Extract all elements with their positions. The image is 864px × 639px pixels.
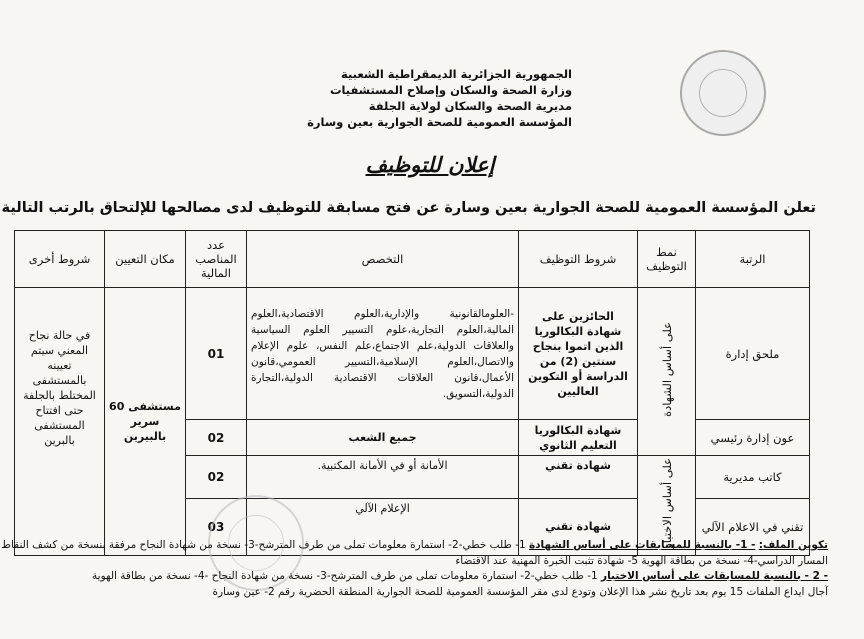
row-specialty: الأمانة أو في الأمانة المكتبية. <box>247 456 519 499</box>
other-cell: في حالة نجاح المعني سيتم تعيينه بالمستشفى المختلط بالجلفة حتى افتتاح المستشفى بالبرين <box>15 288 105 556</box>
official-stamp-icon <box>680 50 766 136</box>
row-conditions: شهادة تقني <box>519 498 638 555</box>
letterhead <box>252 66 572 130</box>
row-conditions: شهادة البكالوريا التعليم الثانوي <box>519 420 638 456</box>
mode-degree-cell <box>638 288 696 456</box>
header-mode: نمط التوظيف <box>638 231 696 288</box>
test-label: - 2 - بالنسبة للمسابقات على أساس الاختبار <box>601 570 828 582</box>
row-rank: كاتب مديرية <box>696 456 810 499</box>
row-specialty: جميع الشعب <box>247 420 519 456</box>
row-rank: عون إدارة رئيسي <box>696 420 810 456</box>
intro-text: تعلن المؤسسة العمومية للصحة الجوارية بعين وسارة عن فتح مسابقة للتوظيف لدى مصالحها للإلتحاق بالرتب التالية <box>1 200 816 216</box>
degree-label: - 1- بالنسبة للمسابقات على أساس الشهادة <box>528 539 756 551</box>
header-directorate: مديرية الصحة والسكان لولاية الجلفة <box>368 99 572 113</box>
header-place: مكان التعيين <box>105 231 186 288</box>
deadline-text: آجال ايداع الملفات 15 يوم بعد تاريخ نشر هذا الإعلان وتودع لدى مقر المؤسسة العمومية للصحة الجوارية المنطقة الحضرية رقم 2- عين وسارة <box>212 585 828 598</box>
header-conditions: شروط التوظيف <box>519 231 638 288</box>
mode-test: على أساس الاختبار <box>659 458 674 549</box>
degree-text: 1- طلب خطي-2- استمارة معلومات تملى من طرف المترشح-3- نسخة من شهادة النجاح مرفقة بنسخة من كشف النقاط <box>1 539 526 551</box>
row-positions: 02 <box>186 420 247 456</box>
header-positions: عدد المناصب المالية <box>186 231 247 288</box>
row-positions: 03 <box>186 498 247 555</box>
row-conditions: الحائزين على شهادة البكالوريا الذين اتموا بنجاح سنتين (2) من الدراسة أو التكوين العاليين <box>519 288 638 420</box>
header-rank: الرتبة <box>696 231 810 288</box>
row-specialty: الإعلام الآلي <box>247 498 519 555</box>
place-cell: مستشفى 60 سرير بالبيرين <box>105 288 186 556</box>
footer-test-line <box>28 569 828 585</box>
header-institution: المؤسسة العمومية للصحة الجوارية بعين وسارة <box>307 115 572 129</box>
table-header-row <box>15 231 810 288</box>
degree-text-2: المسار الدراسي-4- نسخة من بطاقة الهوية 5- شهادة تثبت الخبرة المهنية عند الاقتضاء <box>455 554 828 567</box>
row-positions: 01 <box>186 288 247 420</box>
document-title: إعلان للتوظيف <box>365 152 495 177</box>
header-specialty: التخصص <box>247 231 519 288</box>
footer-notes <box>1 538 828 600</box>
row-positions: 02 <box>186 456 247 499</box>
row-conditions: شهادة تقني <box>519 456 638 499</box>
positions-table <box>14 230 810 556</box>
header-republic: الجمهورية الجزائرية الديمقراطية الشعبية <box>340 67 572 81</box>
header-other: شروط أخرى <box>15 231 105 288</box>
footer-degree-line <box>1 538 828 554</box>
row-specialty: -العلومالقانونية والإدارية،العلوم الاقتصادية،العلوم المالية،العلوم التجارية،علوم التسيير العلوم السياسية والعلاقات الدولية،علم الاجتماع،علم النفس، علوم الإعلام والاتصال،العلوم الإسلامية،التسيير العمومي،قانون الأعمال،قانون العلاقات الاقتصادية الدولية،التجارة الدولية،التسويق. <box>247 288 519 420</box>
test-text: 1- طلب خطي-2- استمارة معلومات تملى من طرف المترشح-3- نسخة من شهادة النجاح -4- نسخة من بطاقة الهوية <box>92 570 598 582</box>
header-ministry: وزارة الصحة والسكان وإصلاح المستشفيات <box>329 83 572 97</box>
mode-degree: على أساس الشهادة <box>659 322 674 417</box>
row-rank: ملحق إدارة <box>696 288 810 420</box>
table-row <box>15 288 810 420</box>
row-rank: تقني في الاعلام الآلي <box>696 498 810 555</box>
file-label: تكوين الملف: <box>758 539 828 551</box>
